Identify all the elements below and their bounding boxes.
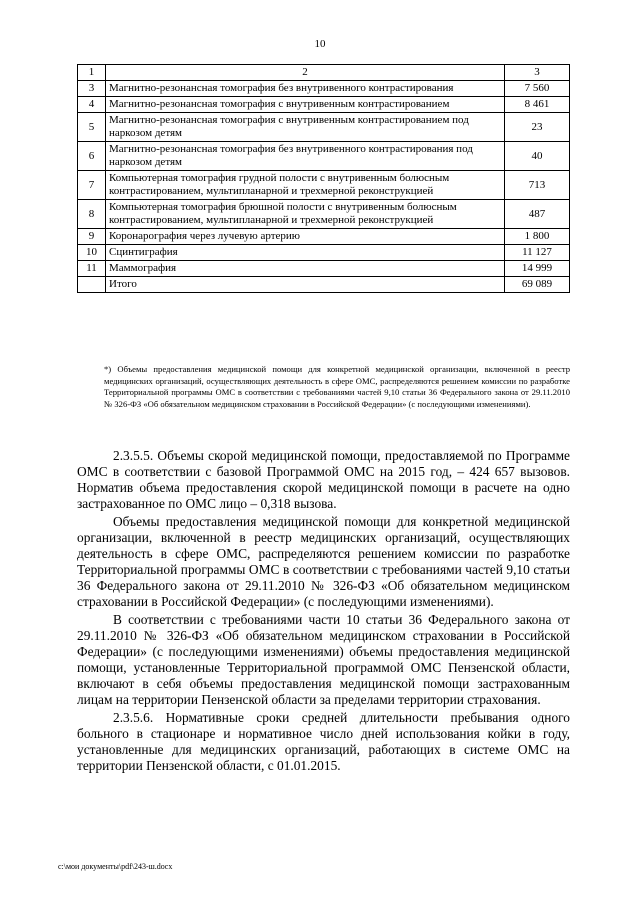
row-value: 7 560 [505,81,570,97]
table-row [78,261,570,277]
row-number [78,277,106,293]
row-number: 4 [78,97,106,113]
row-name: Магнитно-резонансная томография без внутривенного контрастирования [106,81,505,97]
data-table [77,64,570,293]
paragraph: 2.3.5.6. Нормативные сроки средней длительности пребывания одного больного в стационаре и нормативное число дней использования койки в году, установленные для медицинских организаций, работающих в системе ОМС на территории Пензенской области, с 01.01.2015. [77,710,570,773]
file-path: c:\мои документы\pdf\243-ш.docx [58,862,173,871]
row-number: 5 [78,113,106,142]
table-total-row [78,277,570,293]
page-number: 10 [314,38,326,50]
row-value: 69 089 [505,277,570,293]
table-row [78,97,570,113]
row-number: 10 [78,245,106,261]
row-number: 6 [78,142,106,171]
row-value: 40 [505,142,570,171]
row-value: 11 127 [505,245,570,261]
row-name: Сцинтиграфия [106,245,505,261]
row-name: Магнитно-резонансная томография с внутривенным контрастированием [106,97,505,113]
table-row [78,171,570,200]
row-name: Магнитно-резонансная томография с внутривенным контрастированием под наркозом детям [106,113,505,142]
table-row [78,229,570,245]
row-value: 713 [505,171,570,200]
table-row [78,245,570,261]
row-number: 3 [78,81,106,97]
table-footnote: *) Объемы предоставления медицинской помощи для конкретной медицинской организации, включенной в реестр медицинских организаций, осуществляющих деятельность в сфере ОМС, распределяются решением комиссии по разработке Территориальной программы ОМС в соответствии с требованиями частей 9,10 статьи 36 Федерального закона от 29.11.2010 № 326-ФЗ «Об обязательном медицинском страховании в Российской Федерации» (с последующими изменениями). [104,364,570,409]
row-value: 14 999 [505,261,570,277]
row-number: 11 [78,261,106,277]
row-value: 23 [505,113,570,142]
table-row [78,81,570,97]
paragraph: В соответствии с требованиями части 10 статьи 36 Федерального закона от 29.11.2010 № 326-ФЗ «Об обязательном медицинском страховании в Российской Федерации» (с последующими изменениями) объемы предоставления медицинской помощи, установленные Территориальной программой ОМС Пензенской области, включают в себя объемы предоставления медицинской помощи застрахованным лицам на территории Пензенской области за пределами территории страхования. [77,612,570,707]
row-name: Коронарография через лучевую артерию [106,229,505,245]
row-value: 8 461 [505,97,570,113]
row-number: 7 [78,171,106,200]
row-name: Магнитно-резонансная томография без внутривенного контрастирования под наркозом детям [106,142,505,171]
row-value: 1 800 [505,229,570,245]
header-cell-1: 1 [78,65,106,81]
row-name: Компьютерная томография грудной полости с внутривенным болюсным контрастированием, мультипланарной и трехмерной реконструкцией [106,171,505,200]
row-number: 9 [78,229,106,245]
row-name: Компьютерная томография брюшной полости с внутривенным болюсным контрастированием, мультипланарной и трехмерной реконструкцией [106,200,505,229]
table-row [78,200,570,229]
table-header-row [78,65,570,81]
header-cell-2: 2 [106,65,505,81]
row-value: 487 [505,200,570,229]
table-row [78,113,570,142]
row-name: Итого [106,277,505,293]
row-number: 8 [78,200,106,229]
body-text [77,448,570,776]
header-cell-3: 3 [505,65,570,81]
paragraph: Объемы предоставления медицинской помощи для конкретной медицинской организации, включенной в реестр медицинских организаций, осуществляющих деятельность в сфере ОМС, распределяются решением комиссии по разработке Территориальной программы ОМС в соответствии с требованиями частей 9,10 статьи 36 Федерального закона от 29.11.2010 № 326-ФЗ «Об обязательном медицинском страховании в Российской Федерации» (с последующими изменениями). [77,514,570,609]
row-name: Маммография [106,261,505,277]
table-row [78,142,570,171]
paragraph: 2.3.5.5. Объемы скорой медицинской помощи, предоставляемой по Программе ОМС в соответствии с базовой Программой ОМС на 2015 год, – 424 657 вызовов. Норматив объема предоставления скорой медицинской помощи в расчете на одно застрахованное по ОМС лицо – 0,318 вызова. [77,448,570,511]
